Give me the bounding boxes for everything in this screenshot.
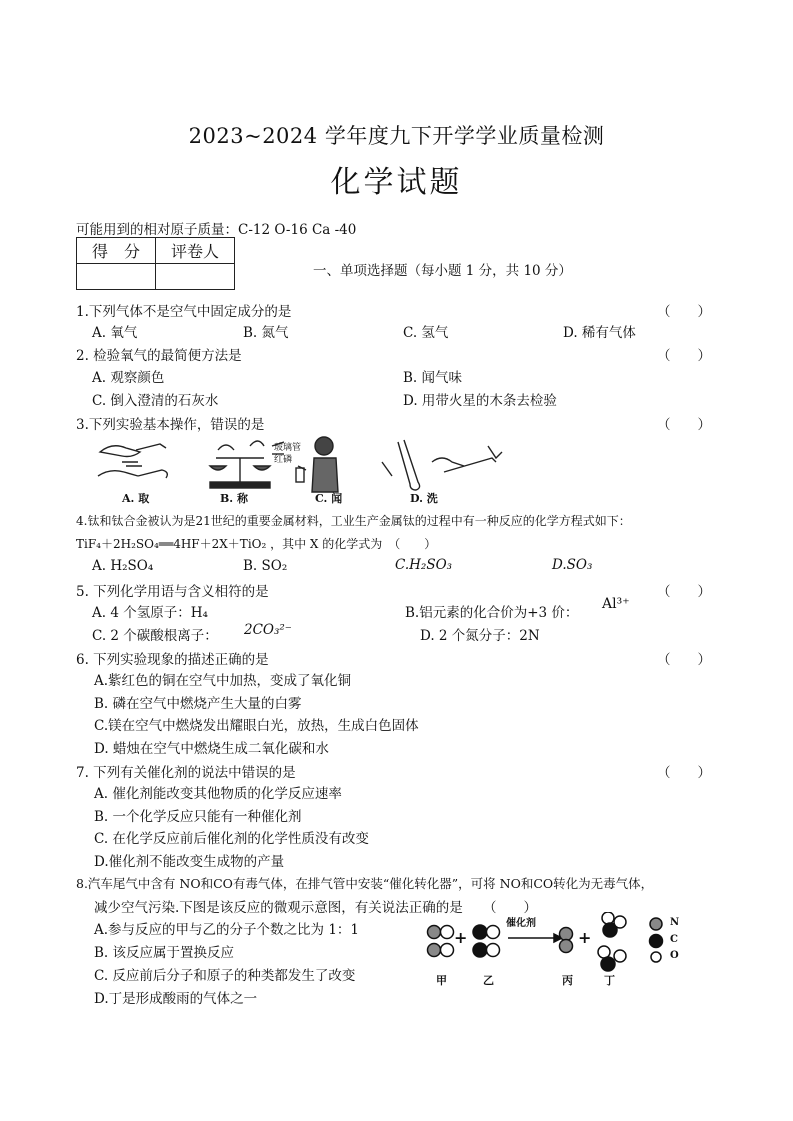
q5-option-a: A. 4 个氢原子：H₄: [92, 605, 208, 621]
q8-option-c: C. 反应前后分子和原子的种类都发生了改变: [94, 968, 356, 984]
reactant-yi: [473, 925, 500, 957]
q3-label-b: B. 称: [220, 492, 248, 505]
q7-answer-paren[interactable]: （ ）: [657, 765, 711, 781]
q5-stem: 5. 下列化学用语与含义相符的是: [76, 584, 269, 600]
legend-c: C: [670, 934, 678, 945]
q2-option-d: D. 用带火星的木条去检验: [403, 393, 557, 409]
q6-stem: 6. 下列实验现象的描述正确的是: [76, 652, 269, 668]
q2-option-c: C. 倒入澄清的石灰水: [92, 393, 219, 409]
q1-option-a: A. 氧气: [92, 325, 138, 341]
q3-answer-paren[interactable]: （ ）: [657, 417, 711, 433]
q8-option-b: B. 该反应属于置换反应: [94, 945, 235, 961]
q4-option-a: A. H₂SO₄: [92, 558, 154, 574]
exam-title: 2023~2024 学年度九下开学学业质量检测: [188, 124, 605, 148]
q7-stem: 7. 下列有关催化剂的说法中错误的是: [76, 765, 296, 781]
score-header: 得 分: [77, 238, 156, 264]
q1-option-c: C. 氢气: [403, 325, 449, 341]
label-ding: 丁: [604, 974, 615, 987]
label-yi: 乙: [483, 974, 494, 987]
scale-label-tube: 玻璃管: [274, 443, 302, 453]
label-bing: 丙: [562, 974, 573, 987]
q2-option-a: A. 观察颜色: [92, 370, 165, 386]
q6-option-a: A.紫红色的铜在空气中加热，变成了氧化铜: [94, 673, 352, 689]
q2-stem: 2. 检验氧气的最简便方法是: [76, 348, 242, 364]
operation-d-illustration: [382, 440, 502, 490]
q6-option-b: B. 磷在空气中燃烧产生大量的白雾: [94, 696, 302, 712]
q5-carbonate-symbol: 2CO₃²⁻: [244, 622, 292, 638]
q1-stem: 1.下列气体不是空气中固定成分的是: [76, 304, 292, 320]
q4-equation: TiF₄＋2H₂SO₄══4HF＋2X＋TiO₂ ，其中 X 的化学式为 （ ）: [76, 537, 437, 551]
operation-b-illustration: [210, 441, 284, 488]
q8-option-a: A.参与反应的甲与乙的分子个数之比为 1：1: [94, 922, 360, 938]
plus-sign-1: +: [454, 928, 468, 947]
q3-label-a: A. 取: [122, 492, 150, 505]
q1-answer-paren[interactable]: （ ）: [657, 304, 711, 320]
q6-option-c: C.镁在空气中燃烧发出耀眼白光，放热，生成白色固体: [94, 718, 419, 734]
operation-c-illustration: [296, 437, 338, 492]
q4-option-b: B. SO₂: [243, 558, 288, 574]
q5-option-c: C. 2 个碳酸根离子：: [92, 628, 218, 644]
scale-label-phosphorus: 红磷: [274, 455, 293, 465]
q3-label-d: D. 洗: [410, 492, 438, 505]
q2-answer-paren[interactable]: （ ）: [657, 348, 711, 364]
atom-legend: [650, 918, 663, 962]
q7-option-b: B. 一个化学反应只能有一种催化剂: [94, 809, 302, 825]
grader-header: 评卷人: [156, 238, 235, 264]
atomic-mass-note: 可能用到的相对原子质量：C-12 O-16 Ca -40: [76, 222, 357, 238]
q1-option-d: D. 稀有气体: [563, 325, 636, 341]
q2-option-b: B. 闻气味: [403, 370, 463, 386]
reaction-arrow: [508, 934, 562, 942]
q8-stem-line1: 8.汽车尾气中含有 NO和CO有毒气体，在排气管中安装“催化转化器”，可将 NO和CO转化为无毒气体，: [76, 876, 654, 891]
q8-reaction-diagram: [420, 912, 680, 992]
q6-option-d: D. 蜡烛在空气中燃烧生成二氧化碳和水: [94, 741, 329, 757]
label-jia: 甲: [436, 974, 447, 987]
section-heading: 一、单项选择题（每小题 1 分，共 10 分）: [313, 263, 572, 279]
q5-option-d: D. 2 个氮分子：2N: [420, 628, 540, 644]
q5-option-b: B.铝元素的化合价为+3 价：: [405, 605, 579, 621]
plus-sign-2: +: [578, 928, 592, 947]
q4-stem: 4.钛和钛合金被认为是21世纪的重要金属材料，工业生产金属钛的过程中有一种反应的化学方程式如下：: [76, 514, 631, 528]
product-bing: [560, 928, 573, 953]
q7-option-a: A. 催化剂能改变其他物质的化学反应速率: [94, 786, 342, 802]
q8-option-d: D.丁是形成酸雨的气体之一: [94, 991, 258, 1007]
q7-option-c: C. 在化学反应前后催化剂的化学性质没有改变: [94, 831, 369, 847]
score-table: [76, 237, 235, 290]
operation-a-illustration: [98, 444, 167, 478]
q1-option-b: B. 氮气: [243, 325, 289, 341]
q5-aluminium-symbol: Al³⁺: [602, 596, 630, 612]
legend-n: N: [670, 917, 680, 928]
score-cell[interactable]: [77, 264, 156, 290]
legend-o: O: [670, 950, 679, 961]
q5-answer-paren[interactable]: （ ）: [657, 584, 711, 600]
q6-answer-paren[interactable]: （ ）: [657, 652, 711, 668]
q3-label-c: C. 闻: [315, 492, 343, 505]
q7-option-d: D.催化剂不能改变生成物的产量: [94, 854, 285, 870]
q3-illustration: [92, 432, 512, 504]
q3-stem: 3.下列实验基本操作，错误的是: [76, 417, 265, 433]
q4-option-d: D.SO₃: [552, 557, 593, 573]
subject-title: 化学试题: [330, 165, 463, 200]
reactant-jia: [428, 926, 454, 957]
q8-stem-line2: 减少空气污染.下图是该反应的微观示意图，有关说法正确的是 （ ）: [94, 900, 538, 916]
q4-option-c: C.H₂SO₃: [395, 557, 453, 573]
catalyst-label: 催化剂: [506, 918, 536, 929]
grader-cell[interactable]: [156, 264, 235, 290]
product-ding: [598, 912, 626, 971]
